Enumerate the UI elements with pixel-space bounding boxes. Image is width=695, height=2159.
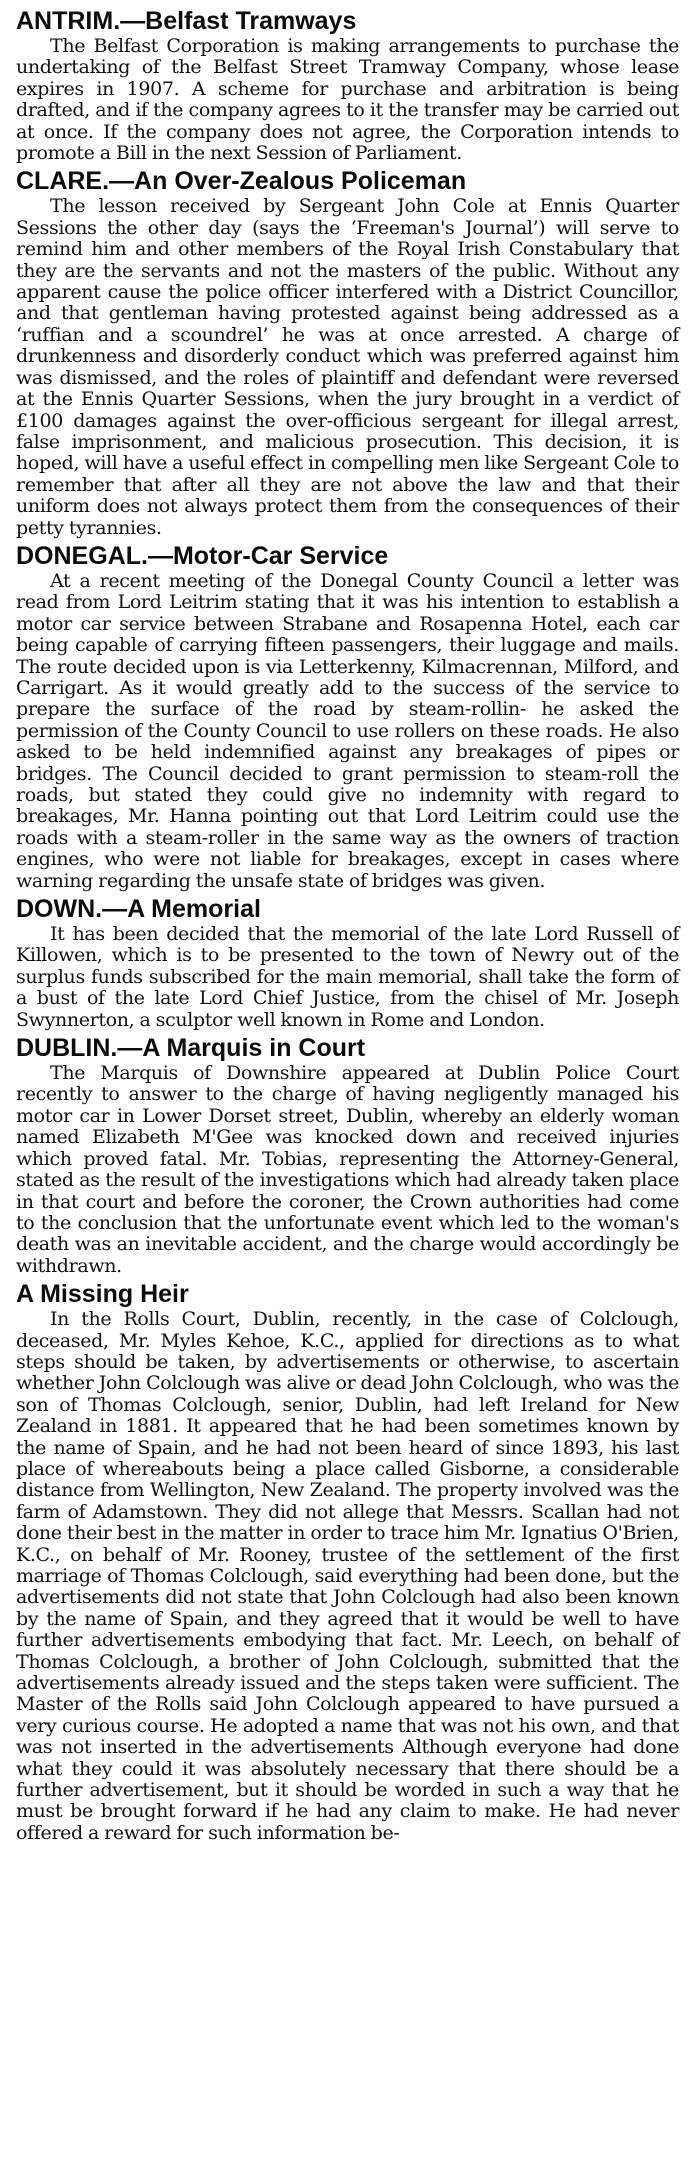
article-antrim — [16, 6, 679, 164]
headline-antrim: ANTRIM.—Belfast Tramways — [16, 7, 357, 35]
headline-clare: CLARE.—An Over-Zealous Policeman — [16, 167, 467, 196]
body-missing-heir: In the Rolls Court, Dublin, recently, in the case of Colclough, deceased, Mr. Myles Kehoe, K.C., applied for directions as to what steps should be taken, by advertisements or otherwise, to ascertain whether John Colclough was alive or dead John Colclough, who was the son of Thomas Colclough, senior, Dublin, had left Ireland for New Zealand in 1881. It appeared that he had been sometimes known by the name of Spain, and he had not been heard of since 1893, his last place of whereabouts being a place called Gisborne, a considerable distance from Wellington, New Zealand. The property involved was the farm of Adamstown. They did not allege that Messrs. Scallan had not done their best in the matter in order to trace him Mr. Ignatius O'Brien, K.C., on behalf of Mr. Rooney, trustee of the settlement of the first marriage of Thomas Colclough, said everything had been done, but the advertisements did not state that John Colclough had also been known by the name of Spain, and they agreed that it would be well to have further advertisements embodying that fact. Mr. Leech, on behalf of Thomas Colclough, a brother of John Colclough, submitted that the advertisements already issued and the steps taken were sufficient. The Master of the Rolls said John Colclough appeared to have pursued a very curious course. He adopted a name that was not his own, and that was not inserted in the advertisements Although everyone had done what they could it was absolutely necessary that there should be a further advertisement, but it should be worded in such a way that he must be brought forward if he had any claim to make. He had never offered a reward for such information be- — [16, 1308, 679, 1844]
headline-dublin: DUBLIN.—A Marquis in Court — [16, 1034, 366, 1063]
body-clare: The lesson received by Sergeant John Cole at Ennis Quarter Sessions the other day (says the ‘Freeman's Journal’) will serve to remind him and other members of the Royal Irish Constabulary that they are the servants and not the masters of the public. Without any apparent cause the police officer interfered with a District Councillor, and that gentleman having protested against being addressed as a ‘ruffian and a scoundrel’ he was at once arrested. A charge of drunkenness and disorderly conduct which was preferred against him was dismissed, and the roles of plaintiff and defendant were reversed at the Ennis Quarter Sessions, when the jury brought in a verdict of £100 damages against the over-officious sergeant for illegal arrest, false imprisonment, and malicious prosecution. This decision, it is hoped, will have a useful effect in compelling men like Sergeant Cole to remember that after all they are not above the law and that their uniform does not always protect them from the consequences of their petty tyrannies. — [16, 195, 679, 539]
article-donegal — [16, 541, 679, 892]
headline-down: DOWN.—A Memorial — [16, 895, 261, 924]
headline-donegal: DONEGAL.—Motor-Car Service — [16, 541, 389, 570]
body-donegal: At a recent meeting of the Donegal County Council a letter was read from Lord Leitrim stating that it was his intention to establish a motor car service between Strabane and Rosapenna Hotel, each car being capable of carrying fifteen passengers, their luggage and mails. The route decided upon is via Letterkenny, Kilmacrennan, Milford, and Carrigart. As it would greatly add to the success of the service to prepare the surface of the road by steam-rollin- he asked the permission of the County Council to use rollers on these roads. He also asked to be held indemnified against any breakages of pipes or bridges. The Council decided to grant permission to steam-roll the roads, but stated they could give no indemnity with regard to breakages, Mr. Hanna pointing out that Lord Leitrim could use the roads with a steam-roller in the same way as the owners of traction engines, who were not liable for breakages, except in cases where warning regarding the unsafe state of bridges was given. — [16, 569, 679, 892]
article-down — [16, 894, 679, 1031]
article-missing-heir — [16, 1279, 679, 1844]
newspaper-column — [16, 6, 679, 1846]
body-down: It has been decided that the memorial of the late Lord Russell of Killowen, which is to be presented to the town of Newry out of the surplus funds subscribed for the main memorial, shall take the form of a bust of the late Lord Chief Justice, from the chisel of Mr. Joseph Swynnerton, a sculptor well known in Rome and London. — [16, 923, 679, 1031]
body-dublin: The Marquis of Downshire appeared at Dublin Police Court recently to answer to the charge of having negligently managed his motor car in Lower Dorset street, Dublin, whereby an elderly woman named Elizabeth M'Gee was knocked down and received injuries which proved fatal. Mr. Tobias, representing the Attorney-General, stated as the result of the investigations which had already taken place in that court and before the coroner, the Crown authorities had come to the conclusion that the unfortunate event which led to the woman's death was an inevitable accident, and the charge would accordingly be withdrawn. — [16, 1062, 679, 1277]
article-clare — [16, 166, 679, 539]
body-antrim: The Belfast Corporation is making arrangements to purchase the undertaking of the Belfast Street Tramway Company, whose lease expires in 1907. A scheme for purchase and arbitration is being drafted, and if the company agrees to it the transfer may be carried out at once. If the company does not agree, the Corporation intends to promote a Bill in the next Session of Parliament. — [16, 35, 679, 165]
article-dublin — [16, 1033, 679, 1277]
headline-missing-heir: A Missing Heir — [16, 1280, 189, 1309]
